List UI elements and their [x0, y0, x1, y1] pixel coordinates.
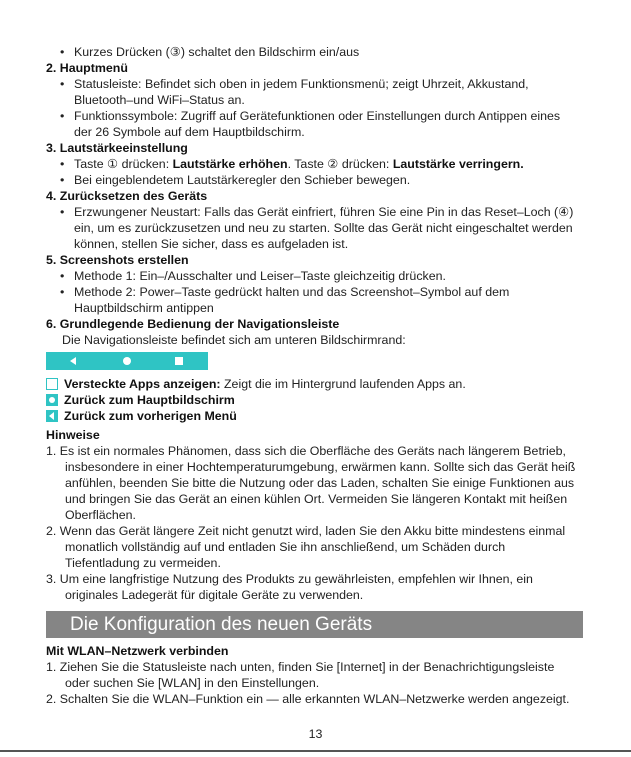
square-icon — [46, 378, 58, 390]
legend-row-back: Zurück zum vorherigen Menü — [46, 408, 591, 424]
section-heading: Hinweise — [46, 428, 100, 442]
list-item-continued: ein, um es zurückzusetzen und neu zu starten. Sollte das Gerät nicht eingeschaltet werden — [74, 221, 573, 235]
back-triangle-icon — [70, 357, 76, 365]
legend-row-home: Zurück zum Hauptbildschirm — [46, 392, 591, 408]
section-navigationsleiste — [46, 316, 591, 348]
top-bullet: • Kurzes Drücken (③) schaltet den Bildschirm ein/aus — [60, 45, 360, 59]
list-item: • Methode 2: Power–Taste gedrückt halten und das Screenshot–Symbol auf dem — [60, 285, 510, 299]
list-item-continued: Hauptbildschirm antippen — [74, 301, 214, 315]
section-heading: 4. Zurücksetzen des Geräts — [46, 189, 208, 203]
chapter-banner — [46, 611, 583, 638]
back-triangle-icon — [46, 410, 58, 422]
section-heading: 5. Screenshots erstellen — [46, 253, 189, 267]
step-1: 1. Ziehen Sie die Statusleiste nach unten, finden Sie [Internet] in der Benachrichtigungsleiste oder suchen Sie [WLAN] in den Einstellungen. — [46, 660, 555, 690]
note-2: 2. Wenn das Gerät längere Zeit nicht genutzt wird, laden Sie den Akku bitte mindestens einmal monatlich vollständig auf und entladen Sie ihn anschließend, um Schäden durch Tiefentladung zu vermeiden. — [46, 524, 566, 570]
list-item-continued: können, stellen Sie sicher, dass es aufgeladen ist. — [74, 237, 349, 251]
section-heading: 3. Lautstärkeeinstellung — [46, 141, 188, 155]
list-item: • Methode 1: Ein–/Ausschalter und Leiser–Taste gleichzeitig drücken. — [60, 269, 446, 283]
home-circle-icon — [46, 394, 58, 406]
list-item: • Funktionssymbole: Zugriff auf Gerätefunktionen oder Einstellungen durch Antippen eines — [60, 109, 561, 123]
section-heading: 6. Grundlegende Bedienung der Navigationsleiste — [46, 317, 340, 331]
list-item: • Bei eingeblendetem Lautstärkeregler den Schieber bewegen. — [60, 173, 411, 187]
section-lautstaerke — [46, 140, 591, 188]
section-zuruecksetzen — [46, 188, 591, 252]
navigation-bar-illustration — [46, 352, 208, 370]
footer-rule — [0, 750, 631, 752]
list-item-continued: Bluetooth–und WiFi–Status an. — [74, 93, 245, 107]
page-number: 13 — [308, 727, 323, 741]
list-item: • Erzwungener Neustart: Falls das Gerät einfriert, führen Sie eine Pin in das Reset–Loch (④) — [60, 205, 574, 219]
chapter-title: Die Konfiguration des neuen Geräts — [70, 614, 373, 635]
legend-row-recent-apps: Versteckte Apps anzeigen: Zeigt die im Hintergrund laufenden Apps an. — [46, 376, 591, 392]
list-item: • Taste ① drücken: Lautstärke erhöhen. Taste ② drücken: Lautstärke verringern. — [60, 157, 524, 171]
note-3: 3. Um eine langfristige Nutzung des Produkts zu gewährleisten, empfehlen wir Ihnen, ein originales Ladegerät für digitale Geräte zu verwenden. — [46, 572, 533, 602]
step-2: 2. Schalten Sie die WLAN–Funktion ein — alle erkannten WLAN–Netzwerke werden angezeigt. — [46, 692, 570, 706]
list-item: • Statusleiste: Befindet sich oben in jedem Funktionsmenü; zeigt Uhrzeit, Akkustand, — [60, 77, 529, 91]
section-screenshots — [46, 252, 591, 316]
list-item-continued: der 26 Symbole auf dem Hauptbildschirm. — [74, 125, 305, 139]
home-circle-icon — [123, 357, 131, 365]
section-wlan — [46, 643, 591, 707]
section-hauptmenue — [46, 60, 591, 140]
section-heading: 2. Hauptmenü — [46, 61, 128, 75]
section-heading: Mit WLAN–Netzwerk verbinden — [46, 644, 229, 658]
section-hinweise — [46, 427, 591, 603]
section-intro: Die Navigationsleiste befindet sich am unteren Bildschirmrand: — [62, 333, 406, 347]
note-1: 1. Es ist ein normales Phänomen, dass sich die Oberfläche des Geräts nach längerem Betrieb, insbesondere in einer Hochtemperaturumgebung, erwärmen kann. Sollte sich das Gerät heiß anfühlen, beenden Sie bitte die Nutzung oder das Laden, schalten Sie einige Funktionen aus und bringen Sie das Gerät an einen kühlen Ort. Vermeiden Sie längeren Kontakt mit heißen Oberflächen. — [46, 444, 576, 522]
square-icon — [175, 357, 183, 365]
